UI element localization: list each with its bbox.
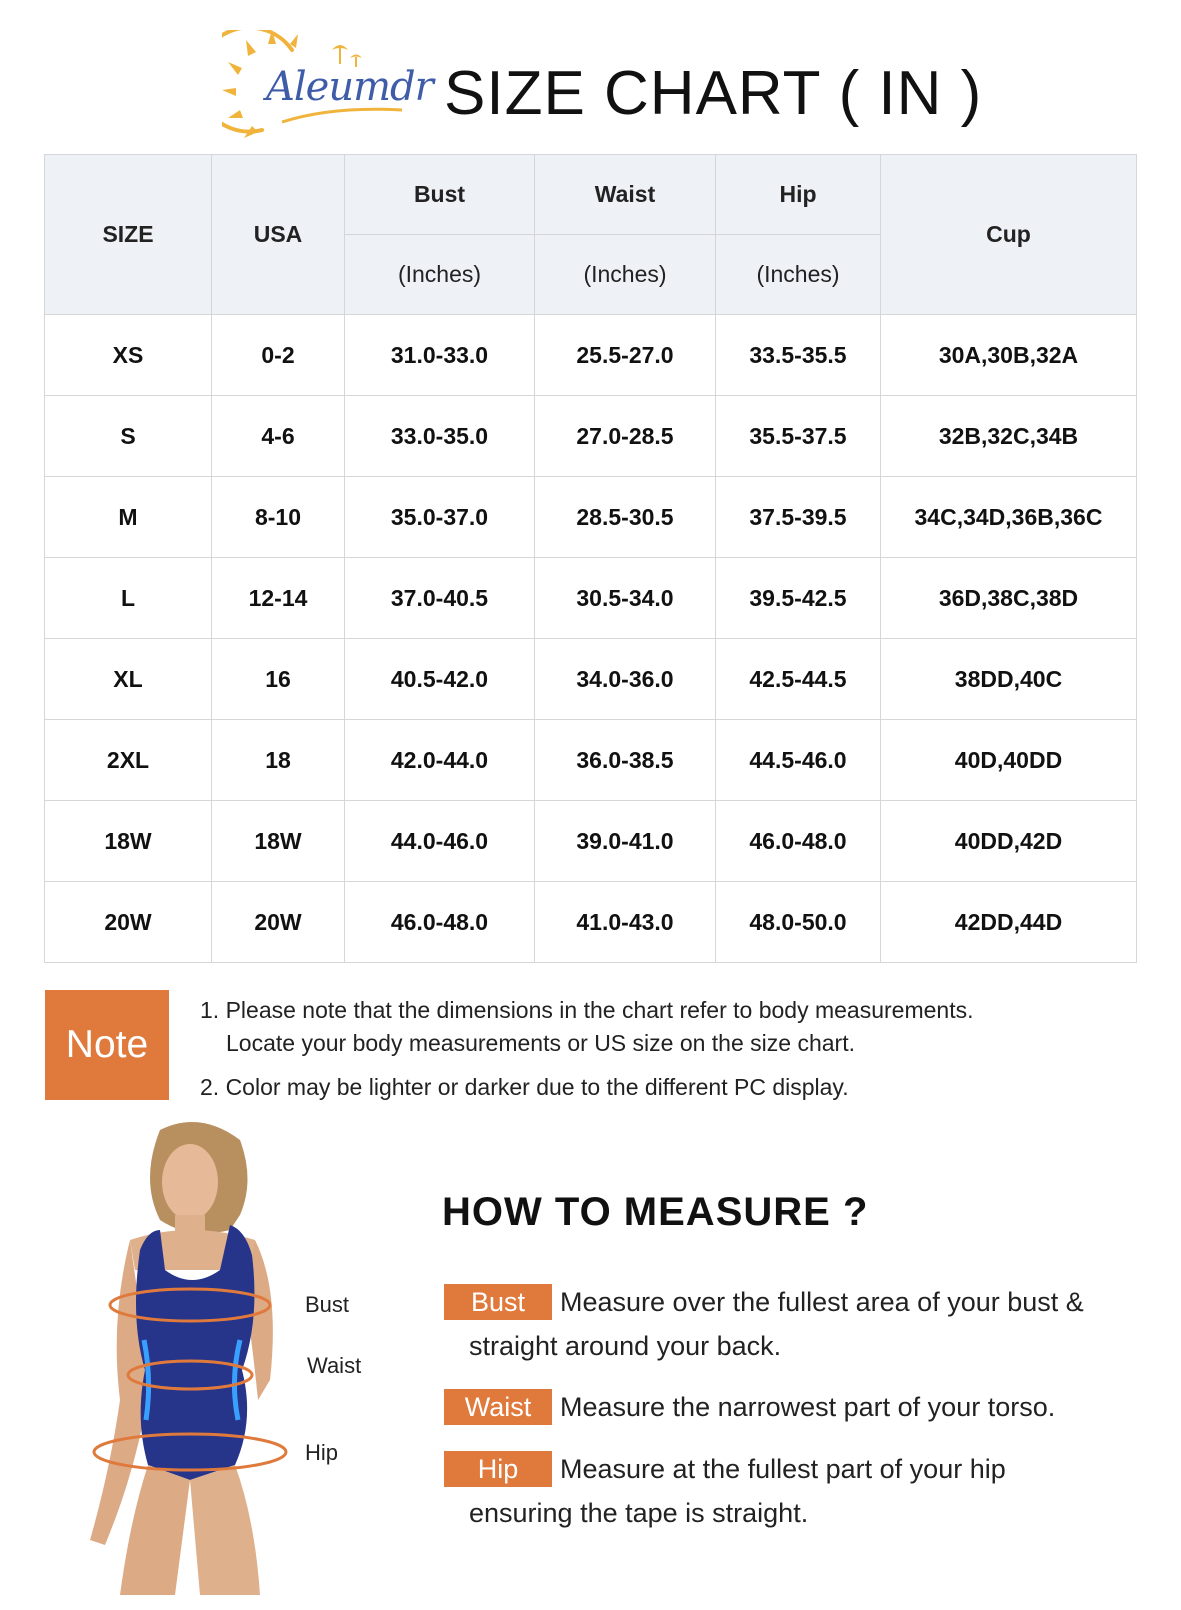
header [0, 0, 1181, 150]
header-cup: Cup [881, 155, 1137, 315]
figure-label-waist: Waist [307, 1353, 362, 1378]
header-waist: Waist [535, 155, 716, 235]
hip-text-cont: ensuring the tape is straight. [469, 1498, 809, 1528]
cell-size: 2XL [45, 720, 212, 801]
cell-cup: 38DD,40C [881, 639, 1137, 720]
cell-cup: 34C,34D,36B,36C [881, 477, 1137, 558]
figure-label-bust: Bust [305, 1292, 350, 1317]
cell-hip: 35.5-37.5 [716, 396, 881, 477]
logo-text: Aleumdr [266, 64, 433, 110]
cell-usa: 12-14 [212, 558, 345, 639]
bust-text: Measure over the fullest area of your bust & [560, 1287, 1084, 1317]
cell-waist: 28.5-30.5 [535, 477, 716, 558]
cell-size: 18W [45, 801, 212, 882]
cell-bust: 40.5-42.0 [345, 639, 535, 720]
cell-usa: 8-10 [212, 477, 345, 558]
cell-hip: 48.0-50.0 [716, 882, 881, 963]
cell-waist: 39.0-41.0 [535, 801, 716, 882]
page-title: SIZE CHART ( IN ) [444, 59, 983, 128]
measure-hip [444, 1447, 1006, 1535]
brand-logo [222, 30, 433, 145]
cell-bust: 35.0-37.0 [345, 477, 535, 558]
cell-usa: 0-2 [212, 315, 345, 396]
measure-waist [444, 1385, 1055, 1429]
cell-cup: 36D,38C,38D [881, 558, 1137, 639]
cell-hip: 42.5-44.5 [716, 639, 881, 720]
header-bust-unit: (Inches) [345, 235, 535, 315]
table-row [45, 882, 1137, 963]
cell-usa: 4-6 [212, 396, 345, 477]
cell-usa: 18 [212, 720, 345, 801]
hip-text: Measure at the fullest part of your hip [560, 1454, 1006, 1484]
cell-bust: 46.0-48.0 [345, 882, 535, 963]
bust-tag: Bust [444, 1284, 552, 1320]
cell-size: S [45, 396, 212, 477]
cell-size: 20W [45, 882, 212, 963]
hip-tag: Hip [444, 1451, 552, 1487]
cell-hip: 39.5-42.5 [716, 558, 881, 639]
header-waist-unit: (Inches) [535, 235, 716, 315]
cell-size: M [45, 477, 212, 558]
note-line-1: 1. Please note that the dimensions in the chart refer to body measurements. [200, 997, 974, 1023]
cell-cup: 42DD,44D [881, 882, 1137, 963]
cell-bust: 42.0-44.0 [345, 720, 535, 801]
cell-hip: 37.5-39.5 [716, 477, 881, 558]
table-row [45, 558, 1137, 639]
note-line-1-cont: Locate your body measurements or US size on the size chart. [226, 1030, 855, 1056]
table-row [45, 396, 1137, 477]
table-row [45, 801, 1137, 882]
header-hip: Hip [716, 155, 881, 235]
note-line-2: 2. Color may be lighter or darker due to the different PC display. [200, 1074, 849, 1100]
cell-bust: 31.0-33.0 [345, 315, 535, 396]
cell-cup: 30A,30B,32A [881, 315, 1137, 396]
note-badge: Note [45, 990, 169, 1100]
cell-waist: 41.0-43.0 [535, 882, 716, 963]
cell-usa: 18W [212, 801, 345, 882]
bust-text-cont: straight around your back. [469, 1331, 782, 1361]
cell-bust: 44.0-46.0 [345, 801, 535, 882]
header-size: SIZE [45, 155, 212, 315]
cell-cup: 40D,40DD [881, 720, 1137, 801]
waist-text: Measure the narrowest part of your torso. [560, 1392, 1056, 1422]
cell-bust: 37.0-40.5 [345, 558, 535, 639]
cell-cup: 32B,32C,34B [881, 396, 1137, 477]
cell-hip: 46.0-48.0 [716, 801, 881, 882]
cell-size: XL [45, 639, 212, 720]
header-bust: Bust [345, 155, 535, 235]
table-row [45, 315, 1137, 396]
measure-bust [444, 1280, 1084, 1368]
waist-tag: Waist [444, 1389, 552, 1425]
cell-hip: 33.5-35.5 [716, 315, 881, 396]
table-row [45, 639, 1137, 720]
cell-cup: 40DD,42D [881, 801, 1137, 882]
cell-waist: 27.0-28.5 [535, 396, 716, 477]
cell-waist: 36.0-38.5 [535, 720, 716, 801]
cell-usa: 20W [212, 882, 345, 963]
cell-hip: 44.5-46.0 [716, 720, 881, 801]
cell-waist: 25.5-27.0 [535, 315, 716, 396]
size-chart-table [44, 154, 1137, 963]
figure-label-hip: Hip [305, 1440, 339, 1465]
notes [200, 994, 974, 1104]
cell-waist: 30.5-34.0 [535, 558, 716, 639]
table-row [45, 720, 1137, 801]
cell-usa: 16 [212, 639, 345, 720]
cell-bust: 33.0-35.0 [345, 396, 535, 477]
model-figure [80, 1120, 380, 1595]
header-hip-unit: (Inches) [716, 235, 881, 315]
table-row [45, 477, 1137, 558]
cell-size: XS [45, 315, 212, 396]
cell-size: L [45, 558, 212, 639]
header-usa: USA [212, 155, 345, 315]
how-to-measure-title: HOW TO MEASURE ? [442, 1190, 869, 1234]
cell-waist: 34.0-36.0 [535, 639, 716, 720]
